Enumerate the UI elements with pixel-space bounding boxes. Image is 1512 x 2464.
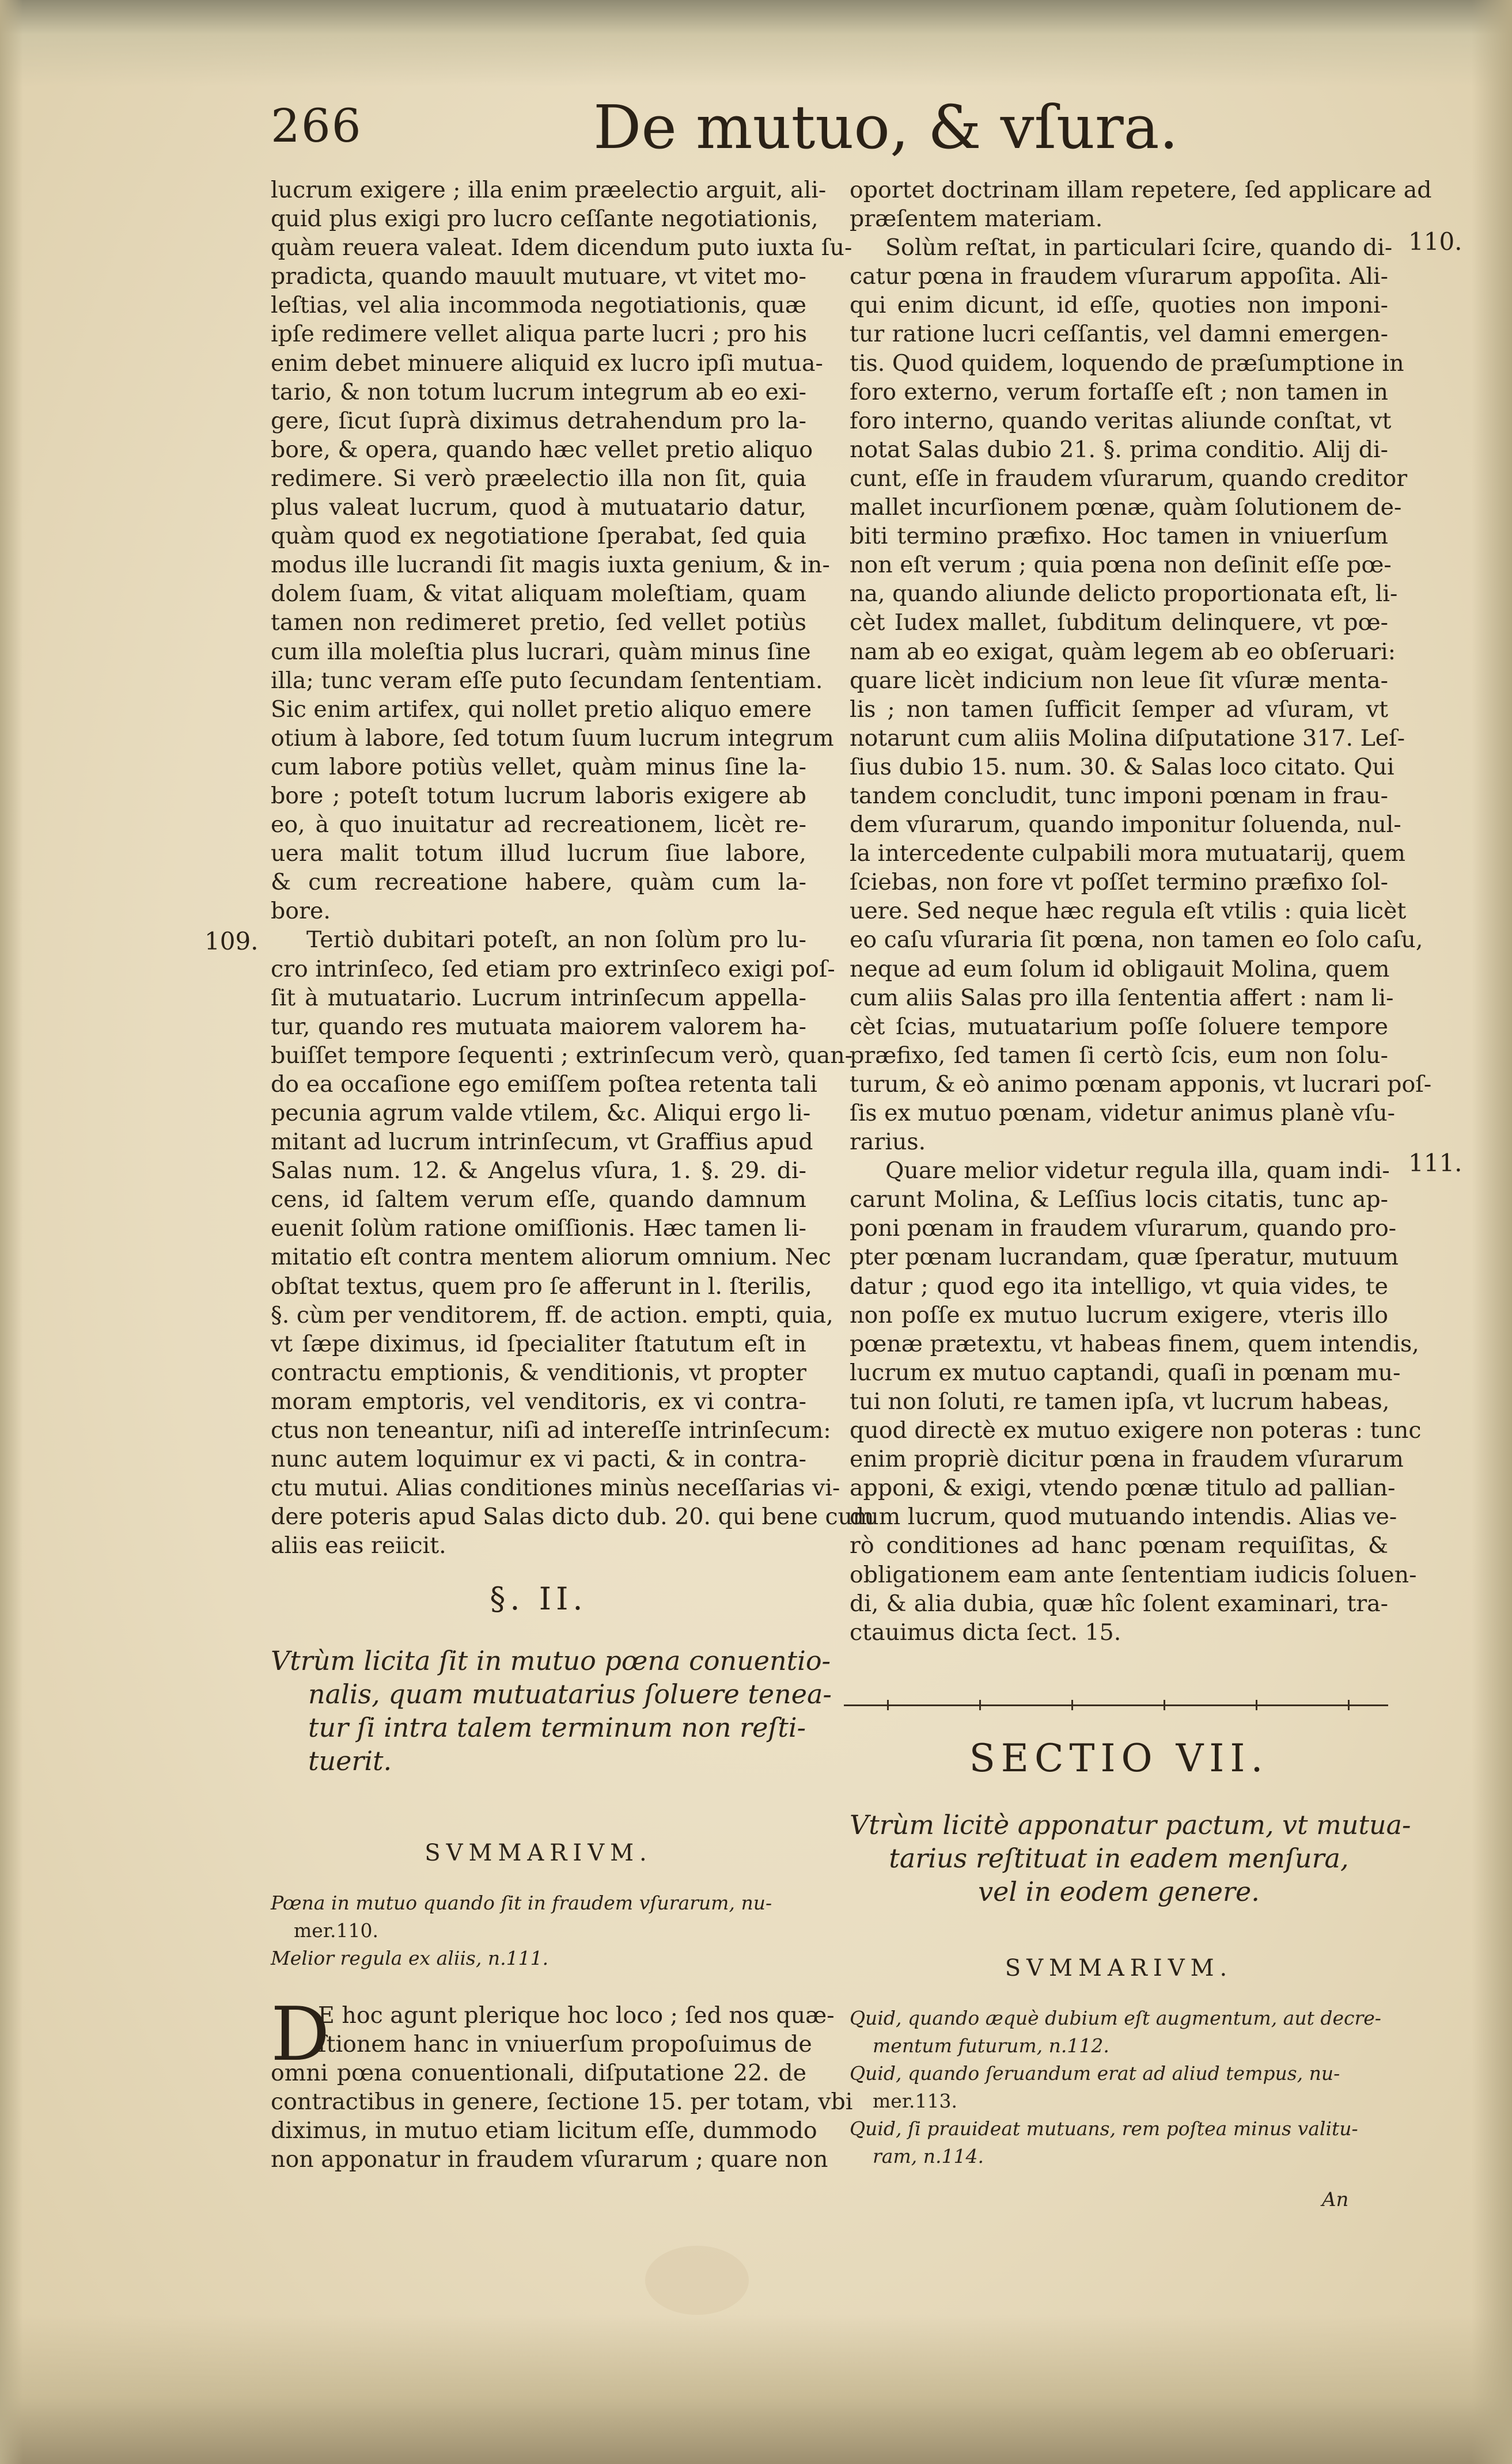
text-line: præſentem materiam. <box>850 206 1103 233</box>
page-shadow-top <box>0 0 1512 86</box>
text-line: vt ſæpe diximus, id ſpecialiter ſtatutum eſt in <box>271 1330 806 1357</box>
text-line: tandem concludit, tunc imponi pœnam in frau- <box>850 782 1389 809</box>
summary-right <box>850 1955 1388 2170</box>
text-line: obſtat textus, quem pro ſe afferunt in l. ſterilis, <box>271 1273 812 1300</box>
text-line: dem vſurarum, quando imponitur ſoluenda, nul- <box>850 811 1401 838</box>
summary-item-cont <box>850 2143 1388 2170</box>
text-line: na, quando aliunde delicto proportionata eſt, li- <box>850 580 1398 608</box>
text-line: non apponatur in fraudem vſurarum ; quare non <box>271 2146 828 2173</box>
text-line: foro externo, verum fortaſſe eſt ; non tamen in <box>850 378 1388 405</box>
summary-item <box>850 2004 1388 2032</box>
page-number: 266 <box>271 99 362 153</box>
question-line: nalis, quam mutuatarius ſoluere tenea- <box>308 1679 832 1710</box>
text-line: dum lucrum, quod mutuando intendis. Alias ve- <box>850 1504 1397 1531</box>
text-line: lis ; non tamen ſufficit ſemper ad vſuram, vt <box>850 696 1388 723</box>
summary-item-cont <box>850 2032 1388 2060</box>
text-line: cum aliis Salas pro illa ſententia affert : nam li- <box>850 984 1394 1011</box>
text-line: quod directè ex mutuo exigere non poteras : tunc <box>850 1417 1422 1444</box>
summary-item-cont: mer.113. <box>873 2090 957 2112</box>
section-mark: §. II. <box>490 1581 588 1617</box>
text-line: lucrum exigere ; illa enim præelectio arguit, ali- <box>271 177 827 203</box>
text-line: leſtias, vel alia incommoda negotiationis, quæ <box>271 292 806 319</box>
text-line: nam ab eo exigat, quàm legem ab eo obſeruari: <box>850 638 1396 665</box>
text-line: notat Salas dubio 21. §. prima conditio. Alij di- <box>850 436 1388 463</box>
text-line: pœnæ prætextu, vt habeas finem, quem intendis, <box>850 1330 1419 1357</box>
text-line: apponi, & exigi, vtendo pœnæ titulo ad pallian- <box>850 1475 1396 1502</box>
text-line: dolem ſuam, & vitat aliquam moleſtiam, quam <box>271 580 806 608</box>
text-line: di, & alia dubia, quæ hîc ſolent examinari, tra- <box>850 1590 1388 1617</box>
text-line: ſciebas, non fore vt poſſet termino præfixo ſol- <box>850 869 1388 896</box>
margin-number-110: 110. <box>1408 227 1462 256</box>
page-shadow-left <box>0 0 23 2464</box>
text-line: Sic enim artifex, qui nollet pretio aliquo emere <box>271 696 812 723</box>
text-line: plus valeat lucrum, quod à mutuatario datur, <box>271 494 806 521</box>
text-line: modus ille lucrandi ſit magis iuxta genium, & in- <box>271 552 830 579</box>
text-line: poni pœnam in fraudem vſurarum, quando pro- <box>850 1215 1397 1242</box>
text-line: buiſſet tempore ſequenti ; extrinſecum verò, quan- <box>271 1042 853 1069</box>
text-line: ctauimus dicta ſect. 15. <box>850 1619 1121 1646</box>
section-divider-rule <box>844 1704 1388 1706</box>
text-line: dere poteris apud Salas dicto dub. 20. qui bene cum <box>271 1504 874 1531</box>
page-shadow-right <box>1472 0 1512 2464</box>
text-line: moram emptoris, vel venditoris, ex vi contra- <box>271 1388 806 1415</box>
text-line: qui enim dicunt, id eſſe, quoties non imponi- <box>850 292 1388 319</box>
text-line: aliis eas reiicit. <box>271 1532 446 1559</box>
summary-item <box>271 1945 806 1972</box>
text-line: Solùm reſtat, in particulari ſcire, quando di- <box>885 234 1393 261</box>
text-line: oportet doctrinam illam repetere, ſed applicare ad <box>850 177 1432 203</box>
text-line: & cum recreatione habere, quàm cum la- <box>271 869 806 896</box>
text-line: rarius. <box>850 1129 926 1156</box>
text-line: uera malit totum illud lucrum ſiue labore, <box>271 840 806 867</box>
text-line: enim debet minuere aliquid ex lucro ipſi mutua- <box>271 350 823 377</box>
text-line: quàm reuera valeat. Idem dicendum puto iuxta ſu- <box>271 234 852 261</box>
text-line: foro interno, quando veritas aliunde conſtat, vt <box>850 407 1392 434</box>
text-line: contractibus in genere, ſectione 15. per totam, vbi <box>271 2089 853 2116</box>
text-line: pter pœnam lucrandam, quæ ſperatur, mutuum <box>850 1244 1399 1271</box>
text-line: enim propriè dicitur pœna in fraudem vſurarum <box>850 1446 1404 1473</box>
text-line: cèt ſcias, mutuatarium poſſe ſoluere tempore <box>850 1013 1388 1040</box>
summary-item-cont: mer.110. <box>294 1919 378 1942</box>
rule-ornament <box>1348 1700 1350 1710</box>
text-line: cunt, eſſe in fraudem vſurarum, quando creditor <box>850 465 1408 492</box>
text-line: catur pœna in fraudem vſurarum appoſita. Ali- <box>850 263 1388 290</box>
section-question-right <box>850 1808 1411 1908</box>
text-line: obligationem eam ante ſententiam iudicis ſoluen- <box>850 1561 1417 1588</box>
catchword: An <box>1322 2188 1349 2211</box>
text-line: quare licèt indicium non leue ſit vſuræ menta- <box>850 667 1388 694</box>
text-line: tis. Quod quidem, loquendo de præſumptione in <box>850 350 1404 377</box>
text-line: bore, & opera, quando hæc vellet pretio aliquo <box>271 436 813 463</box>
summary-item-text: mentum futurum, n.112. <box>873 2034 1109 2057</box>
text-line: Quare melior videtur regula illa, quam indi- <box>885 1157 1390 1184</box>
summary-item <box>850 2115 1388 2143</box>
summary-item <box>850 2060 1388 2087</box>
text-line: la intercedente culpabili mora mutuatarij, quem <box>850 840 1405 867</box>
text-line: biti termino præfixo. Hoc tamen in vniuerſum <box>850 523 1388 550</box>
text-line: carunt Molina, & Leſſius locis citatis, tunc ap- <box>850 1186 1388 1213</box>
right-paragraph-110 <box>850 233 1432 1156</box>
text-line: diximus, in mutuo etiam licitum eſſe, dummodo <box>271 2117 817 2144</box>
text-line: ctu mutui. Alias conditiones minùs neceſſarias vi- <box>271 1475 840 1502</box>
paper-stain <box>645 2246 749 2315</box>
text-line: neque ad eum ſolum id obligauit Molina, quem <box>850 955 1390 982</box>
summary-left <box>271 1840 806 1972</box>
section-question-left <box>271 1644 832 1778</box>
text-line: gere, ſicut ſuprà diximus detrahendum pro la- <box>271 407 806 434</box>
text-line: eo, à quo inuitatur ad recreationem, licèt re- <box>271 811 806 838</box>
text-line: tamen non redimeret pretio, ſed vellet potiùs <box>271 609 806 636</box>
text-line: uere. Sed neque hæc regula eſt vtilis : quia licèt <box>850 898 1407 925</box>
text-line: eo caſu vſuraria ſit pœna, non tamen eo ſolo caſu, <box>850 927 1423 954</box>
text-line: mitatio eſt contra mentem aliorum omnium. Nec <box>271 1244 831 1271</box>
text-line: non poſſe ex mutuo lucrum exigere, vteris illo <box>850 1301 1388 1328</box>
text-line: cum illa moleſtia plus lucrari, quàm minus ſine <box>271 638 811 665</box>
text-line: nunc autem loquimur ex vi pacti, & in contra- <box>271 1446 806 1473</box>
text-line: notarunt cum aliis Molina diſputatione 317. Leſ- <box>850 724 1405 751</box>
question-line: tarius reſtituat in eadem menſura, <box>889 1843 1349 1874</box>
text-line: ſius dubio 15. num. 30. & Salas loco citato. Qui <box>850 753 1394 780</box>
text-line: tui non ſoluti, re tamen ipſa, vt lucrum habeas, <box>850 1388 1390 1415</box>
text-line: bore ; poteſt totum lucrum laboris exigere ab <box>271 782 806 809</box>
text-line: cèt Iudex mallet, ſubditum delinquere, vt pœ- <box>850 609 1388 636</box>
text-line: ſtionem hanc in vniuerſum propoſuimus de <box>318 2031 812 2058</box>
margin-number-109: 109. <box>204 927 259 955</box>
question-line: Vtrùm licitè apponatur pactum, vt mutua- <box>850 1809 1411 1840</box>
summary-item-text: Pœna in mutuo quando ſit in fraudem vſurarum, nu- <box>271 1892 772 1914</box>
text-line: otium à labore, ſed totum ſuum lucrum integrum <box>271 724 834 751</box>
text-line: §. cùm per venditorem, ff. de action. empti, quia, <box>271 1301 833 1328</box>
text-line: quàm quod ex negotiatione ſperabat, ſed quia <box>271 523 806 550</box>
text-line: datur ; quod ego ita intelligo, vt quia vides, te <box>850 1273 1388 1300</box>
left-paragraph-1 <box>271 176 852 925</box>
text-line: præfixo, ſed tamen ſi certò ſcis, eum non ſolu- <box>850 1042 1388 1069</box>
summary-item-text: ram, n.114. <box>873 2145 984 2167</box>
text-line: illa; tunc veram eſſe puto ſecundam ſententiam. <box>271 667 823 694</box>
summary-item-text: Quid, ſi prauideat mutuans, rem poſtea minus valitu- <box>850 2117 1358 2140</box>
text-line: lucrum ex mutuo captandi, quaſi in pœnam mu- <box>850 1359 1401 1386</box>
text-line: mitant ad lucrum intrinſecum, vt Graffius apud <box>271 1129 813 1156</box>
text-line: tur ratione lucri ceſſantis, vel damni emergen- <box>850 321 1388 348</box>
text-line: redimere. Si verò præelectio illa non ſit, quia <box>271 465 806 492</box>
summary-heading: SVMMARIVM. <box>425 1840 653 1866</box>
right-column <box>850 176 1432 1647</box>
text-line: pecunia agrum valde vtilem, &c. Aliqui ergo li- <box>271 1100 811 1126</box>
question-line: Vtrùm licita ſit in mutuo pœna conuentio- <box>271 1645 831 1676</box>
running-title: De mutuo, & vſura. <box>593 92 1178 162</box>
question-line: vel in eodem genere. <box>978 1876 1260 1907</box>
summary-item-text: Quid, quando æquè dubium eſt augmentum, aut decre- <box>850 2007 1381 2029</box>
text-line: non eſt verum ; quia pœna non deſinit eſſe pœ- <box>850 552 1392 579</box>
text-line: cum labore potiùs vellet, quàm minus ſine la- <box>271 753 806 780</box>
left-column <box>271 176 874 1561</box>
text-line: E hoc agunt plerique hoc loco ; ſed nos quæ- <box>318 2002 835 2029</box>
text-line: quid plus exigi pro lucro ceſſante negotiationis, <box>271 206 818 233</box>
text-line: tario, & non totum lucrum integrum ab eo exi- <box>271 378 806 405</box>
rule-ornament <box>1071 1700 1073 1710</box>
text-line: ctus non teneantur, niſi ad intereſſe intrinſecum: <box>271 1417 831 1444</box>
right-paragraph-111 <box>850 1156 1422 1647</box>
summary-item-text: Melior regula ex aliis, n.111. <box>271 1947 549 1969</box>
text-line: Tertiò dubitari poteſt, an non ſolùm pro lu- <box>306 927 806 954</box>
rule-ornament <box>887 1700 889 1710</box>
text-line: turum, & eò animo pœnam apponis, vt lucrari poſ- <box>850 1070 1432 1098</box>
text-line: Salas num. 12. & Angelus vſura, 1. §. 29. di- <box>271 1157 806 1184</box>
right-paragraph-1 <box>850 176 1432 233</box>
sectio-title: SECTIO VII. <box>969 1736 1269 1780</box>
text-line: ipſe redimere vellet aliqua parte lucri ; pro his <box>271 321 808 348</box>
rule-ornament <box>979 1700 981 1710</box>
summary-heading: SVMMARIVM. <box>1005 1955 1233 1981</box>
summary-item <box>271 1889 806 1917</box>
margin-number-111: 111. <box>1408 1149 1462 1177</box>
question-line: tuerit. <box>308 1745 392 1776</box>
text-line: contractu emptionis, & venditionis, vt propter <box>271 1359 806 1386</box>
text-line: rò conditiones ad hanc pœnam requiſitas, & <box>850 1532 1388 1559</box>
drop-cap: D <box>271 1992 330 2078</box>
question-line: tur ſi intra talem terminum non reſti- <box>308 1712 806 1743</box>
text-line: bore. <box>271 898 331 925</box>
rule-ornament <box>1256 1700 1257 1710</box>
text-line: cro intrinſeco, ſed etiam pro extrinſeco exigi poſ- <box>271 955 835 982</box>
text-line: pradicta, quando mauult mutuare, vt vitet mo- <box>271 263 806 290</box>
left-paragraph-109 <box>271 925 874 1560</box>
text-line: mallet incurſionem pœnæ, quàm ſolutionem de- <box>850 494 1402 521</box>
text-line: tur, quando res mutuata maiorem valorem ha- <box>271 1013 806 1040</box>
text-line: euenit ſolùm ratione omiſſionis. Hæc tamen li- <box>271 1215 806 1242</box>
page-shadow-bottom <box>0 2314 1512 2464</box>
text-line: do ea occaſione ego emiſſem poſtea retenta tali <box>271 1070 817 1098</box>
summary-item-text: Quid, quando ſeruandum erat ad aliud tempus, nu- <box>850 2062 1340 2085</box>
dropcap-paragraph <box>271 1992 853 2174</box>
text-line: cens, id ſaltem verum eſſe, quando damnum <box>271 1186 806 1213</box>
page-header <box>271 92 1178 162</box>
rule-ornament <box>1164 1700 1165 1710</box>
text-line: ſit à mutuatario. Lucrum intrinſecum appella- <box>271 984 806 1011</box>
text-line: omni pœna conuentionali, diſputatione 22. de <box>271 2060 806 2087</box>
text-line: ſis ex mutuo pœnam, videtur animus planè vſu- <box>850 1100 1395 1126</box>
